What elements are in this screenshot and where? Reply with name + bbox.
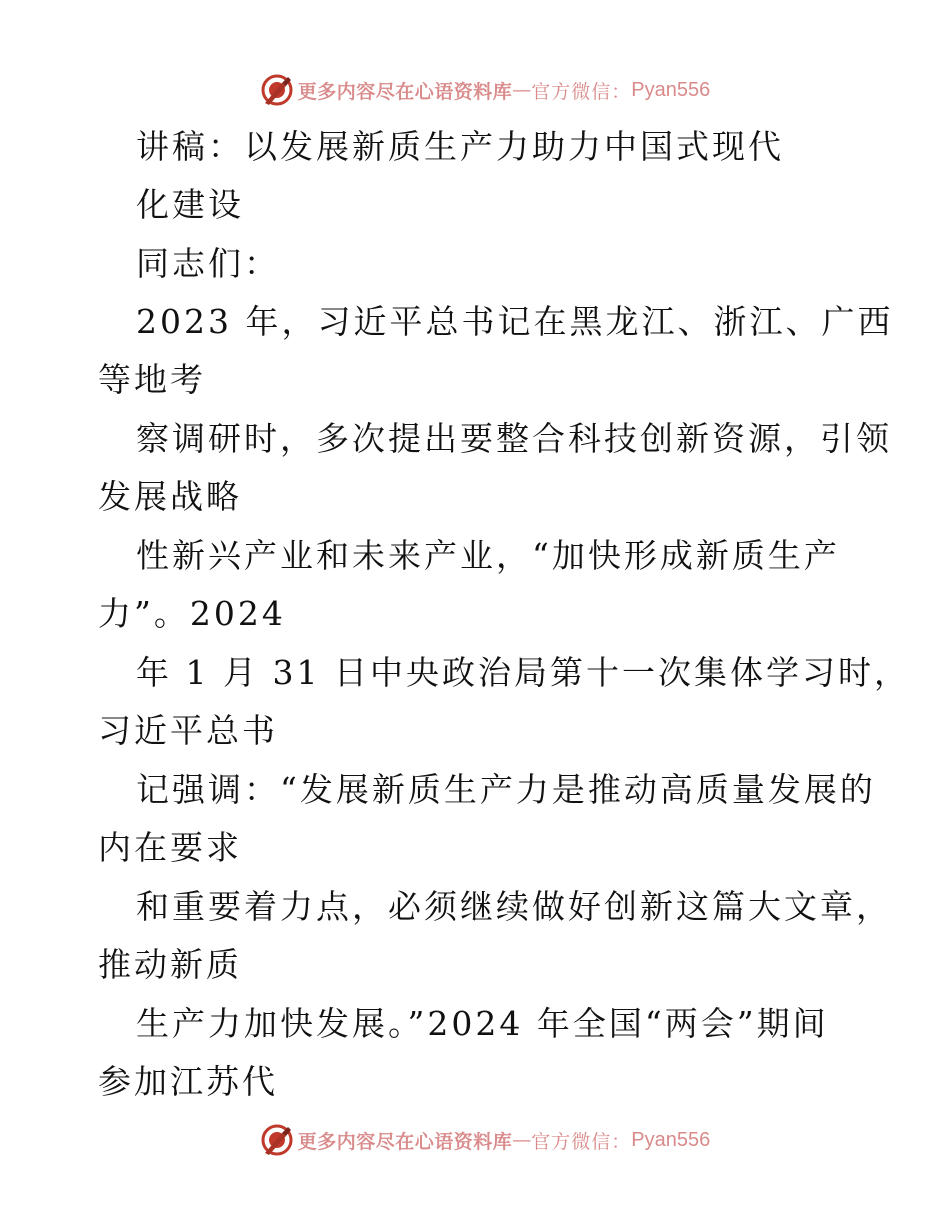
paragraph-line: 等地考 (98, 360, 206, 399)
paragraph-line: 推动新质 (98, 945, 242, 984)
paragraph-line: 参加江苏代 (98, 1062, 278, 1101)
banner-dash: — (512, 1129, 532, 1151)
header-banner (0, 70, 950, 110)
salutation: 同志们： (136, 244, 280, 283)
paragraph-line: 年 1 月 31 日中央政治局第十一次集体学习时， (136, 653, 910, 692)
paragraph-line: 2023 年，习近平总书记在黑龙江、浙江、广西 (136, 302, 894, 341)
wechat-id: Pyan556 (631, 78, 711, 101)
paragraph-line: 生产力加快发展。”2024 年全国“两会”期间 (136, 1004, 829, 1043)
title-line-2: 化建设 (136, 185, 244, 224)
paragraph-line: 性新兴产业和未来产业，“加快形成新质生产 (136, 536, 840, 575)
paragraph-line: 记强调：“发展新质生产力是推动高质量发展的 (136, 770, 876, 809)
banner-text: 更多内容尽在心语资料库 (297, 80, 513, 103)
wechat-id: Pyan556 (631, 1128, 711, 1151)
paragraph-line: 和重要着力点，必须继续做好创新这篇大文章， (136, 887, 892, 926)
paragraph-line: 力”。2024 (98, 594, 286, 633)
paragraph-line: 发展战略 (98, 477, 242, 516)
banner-text: 更多内容尽在心语资料库 (297, 1130, 513, 1153)
paragraph-line: 察调研时，多次提出要整合科技创新资源，引领 (136, 419, 892, 458)
header-banner-content (260, 73, 711, 107)
footer-banner (0, 1120, 950, 1160)
paragraph-line: 内在要求 (98, 828, 242, 867)
paragraph-line: 习近平总书 (98, 711, 278, 750)
pen-logo-icon (260, 1123, 294, 1157)
wechat-label: 官方微信： (531, 1130, 632, 1153)
wechat-label: 官方微信： (531, 80, 632, 103)
pen-logo-icon (260, 73, 294, 107)
title-line-1: 讲稿：以发展新质生产力助力中国式现代 (136, 127, 784, 166)
footer-banner-content (260, 1123, 711, 1157)
banner-dash: — (512, 79, 532, 101)
